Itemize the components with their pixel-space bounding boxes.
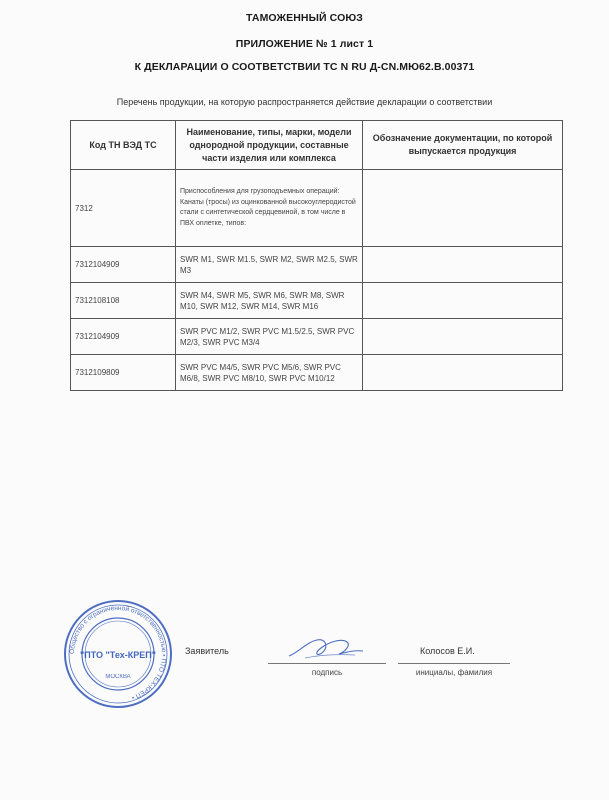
code-cell: 7312108108 <box>71 283 176 319</box>
header-name: Наименование, типы, марки, модели однородной продукции, составные части изделия или комплекса <box>176 121 363 170</box>
table-row <box>71 283 563 319</box>
name-cell: Приспособления для грузоподъемных операций: Канаты (тросы) из оцинкованной высокоуглеродистой стали с синтетической сердцевиной, в том числе в ПВХ оплетке, типов: <box>176 170 363 247</box>
name-cell: SWR M4, SWR M5, SWR M6, SWR M8, SWR M10, SWR M12, SWR M14, SWR M16 <box>176 283 363 319</box>
header-declaration: К ДЕКЛАРАЦИИ О СООТВЕТСТВИИ ТС N RU Д-CN.МЮ62.В.00371 <box>134 61 475 73</box>
company-stamp <box>62 598 174 710</box>
stamp-center-text: "ПТО "Тех-КРЕП" <box>80 650 156 660</box>
doc-cell <box>363 170 563 247</box>
header-doc: Обозначение документации, по которой выпускается продукция <box>363 121 563 170</box>
code-cell: 7312 <box>71 170 176 247</box>
signature-line <box>268 663 386 664</box>
table-row <box>71 170 563 247</box>
intro-text: Перечень продукции, на которую распространяется действие декларации о соответствии <box>116 97 493 107</box>
doc-cell <box>363 319 563 355</box>
applicant-signature <box>285 632 375 664</box>
doc-cell <box>363 247 563 283</box>
header-code: Код ТН ВЭД ТС <box>71 121 176 170</box>
code-cell: 7312109809 <box>71 355 176 391</box>
signature-caption: подпись <box>311 668 343 677</box>
doc-cell <box>363 355 563 391</box>
header-appendix: ПРИЛОЖЕНИЕ № 1 лист 1 <box>235 38 374 50</box>
table-row <box>71 355 563 391</box>
name-caption: инициалы, фамилия <box>415 668 493 677</box>
name-cell: SWR PVC M4/5, SWR PVC M5/6, SWR PVC M6/8, SWR PVC M8/10, SWR PVC M10/12 <box>176 355 363 391</box>
applicant-label: Заявитель <box>185 646 229 656</box>
stamp-city: МОСКВА <box>105 674 131 680</box>
table-header-row <box>71 121 563 170</box>
header-union: ТАМОЖЕННЫЙ СОЮЗ <box>246 12 363 24</box>
table-row <box>71 319 563 355</box>
name-cell: SWR M1, SWR M1.5, SWR M2, SWR M2.5, SWR M3 <box>176 247 363 283</box>
name-cell: SWR PVC M1/2, SWR PVC M1.5/2.5, SWR PVC M2/3, SWR PVC M3/4 <box>176 319 363 355</box>
signatory-name: Колосов Е.И. <box>420 646 475 656</box>
table-row <box>71 247 563 283</box>
name-line <box>398 663 510 664</box>
products-table <box>70 120 563 391</box>
stamp-ring-text: Общество с ограниченной ответственностью • ПТО ТЕХ-КРЕП • <box>68 604 168 701</box>
doc-cell <box>363 283 563 319</box>
code-cell: 7312104909 <box>71 319 176 355</box>
code-cell: 7312104909 <box>71 247 176 283</box>
